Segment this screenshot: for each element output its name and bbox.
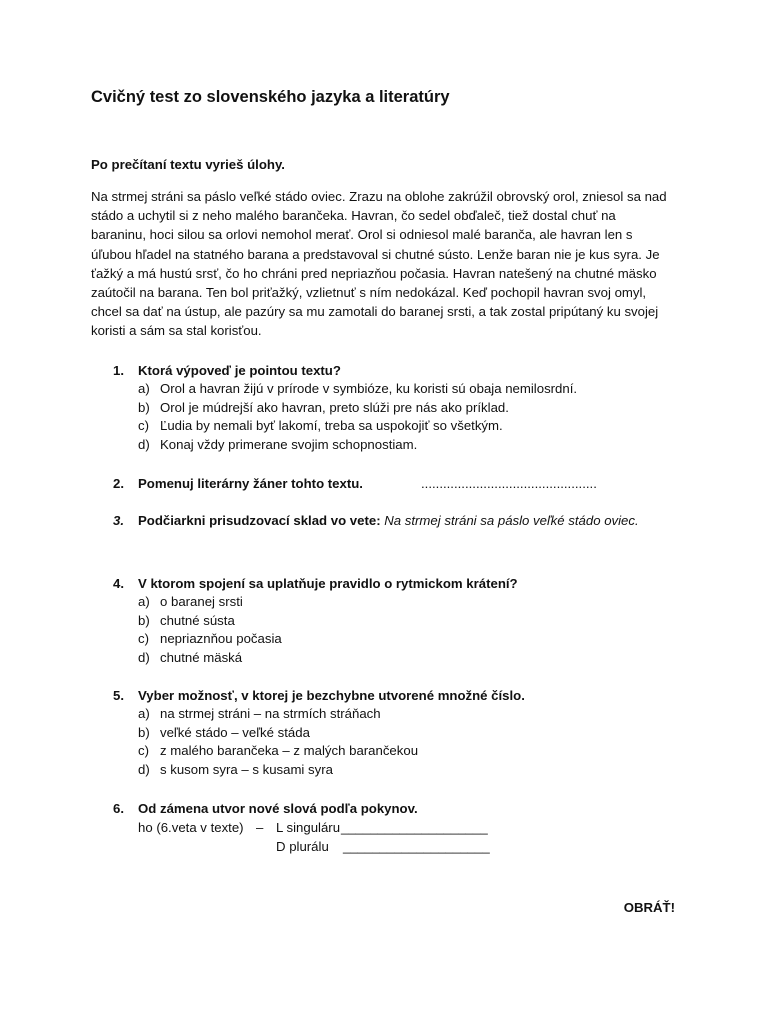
option-label: d) — [138, 649, 150, 665]
option-text: nepriaznňou počasia — [160, 631, 282, 647]
option-label: b) — [138, 724, 150, 740]
question-number: 2. — [113, 476, 124, 491]
option-item — [91, 724, 691, 743]
turn-over-note: OBRÁŤ! — [623, 900, 675, 915]
option-label: d) — [138, 761, 150, 777]
option-label: a) — [138, 594, 150, 609]
option-text: na strmej stráni – na strmích stráňach — [160, 706, 381, 721]
question-5 — [91, 686, 691, 779]
question-number: 4. — [113, 576, 124, 591]
option-text: chutné sústa — [160, 612, 235, 628]
question-text: Podčiarkni prisudzovací sklad vo vete: — [138, 513, 385, 528]
option-label: c) — [138, 631, 149, 647]
question-number: 6. — [113, 801, 124, 816]
option-label: a) — [138, 381, 150, 396]
question-number: 1. — [113, 363, 124, 378]
question-text: V ktorom spojení sa uplatňuje pravidlo o rytmickom krátení? — [138, 576, 518, 591]
question-number: 5. — [113, 688, 124, 703]
option-text: Konaj vždy primerane svojim schopnostiam. — [160, 436, 418, 452]
answer-blank: ................................................ — [421, 476, 597, 491]
dash: – — [256, 820, 264, 835]
option-text: Ľudia by nemali byť lakomí, treba sa uspokojiť so všetkým. — [160, 418, 503, 434]
question-1 — [91, 361, 691, 454]
locative-singular-label: L singuláru — [276, 820, 341, 835]
option-text: z malého barančeka – z malých barančekou — [160, 743, 419, 759]
option-text: s kusom syra – s kusami syra — [160, 761, 333, 777]
option-item — [91, 380, 691, 399]
option-text: veľké stádo – veľké stáda — [160, 724, 310, 740]
question-4 — [91, 574, 691, 667]
option-text: Orol a havran žijú v prírode v symbióze, ku koristi sú obaja nemilosrdní. — [160, 381, 578, 396]
option-label: a) — [138, 706, 150, 721]
option-item — [91, 630, 691, 649]
question-text: Vyber možnosť, v ktorej je bezchybne utvorené množné číslo. — [138, 688, 525, 703]
question-text: Ktorá výpoveď je pointou textu? — [138, 363, 341, 378]
page-title: Cvičný test zo slovenského jazyka a literatúry — [91, 88, 450, 106]
answer-blank-1: ____________________ — [341, 820, 488, 835]
base-word: ho (6.veta v texte) — [138, 820, 244, 835]
option-text: chutné mäská — [160, 649, 243, 665]
option-label: d) — [138, 436, 150, 452]
option-item — [91, 399, 691, 418]
reading-passage: Na strmej stráni sa páslo veľké stádo oviec. Zrazu na oblohe zakrúžil obrovský orol, zniesol sa nad stádo a uchytil si z neho malého barančeka. Havran, čo sedel obďaleč, tiež dostal chuť na baraninu, hoci silou sa orlovi nemohol merať. Orol si odniesol malé baranča, ale havran len s úľubou hľadel na statného barana a predstavoval si chutné sústo. Lenže baran nie je kus syra. Je ťažký a má hustú srsť, čo ho chráni pred nepriazňou počasia. Havran natešený na chutné mäsko zaútočil na barana. Ten bol priťažký, vzlietnuť s ním nedokázal. Keď pochopil havran svoj omyl, chcel sa dať na ústup, ale pazúry sa mu zamotali do baranej srsti, a tak zostal pripútaný ku svojej koristi a sám sa stal korisťou. — [91, 189, 667, 339]
question-sentence: Na strmej stráni sa páslo veľké stádo oviec. — [384, 513, 639, 528]
dative-plural-label: D plurálu — [276, 839, 329, 854]
option-label: b) — [138, 612, 150, 628]
option-item — [91, 593, 691, 612]
option-item — [91, 612, 691, 631]
answer-blank-2: ____________________ — [343, 839, 490, 854]
option-label: b) — [138, 399, 150, 415]
option-item — [91, 742, 691, 761]
option-item — [91, 705, 691, 724]
option-item — [91, 417, 691, 436]
option-text: o baranej srsti — [160, 594, 243, 609]
option-label: c) — [138, 418, 149, 434]
option-item — [91, 649, 691, 668]
option-text: Orol je múdrejší ako havran, preto slúži pre nás ako príklad. — [160, 399, 509, 415]
question-6 — [91, 799, 691, 856]
question-number: 3. — [113, 513, 124, 528]
instruction-text: Po prečítaní textu vyrieš úlohy. — [91, 157, 285, 172]
question-3 — [91, 511, 691, 530]
question-2 — [91, 474, 691, 493]
question-text: Pomenuj literárny žáner tohto textu. — [138, 476, 363, 491]
question-text: Od zámena utvor nové slová podľa pokynov. — [138, 801, 418, 816]
option-item — [91, 436, 691, 455]
option-item — [91, 761, 691, 780]
option-label: c) — [138, 743, 149, 759]
